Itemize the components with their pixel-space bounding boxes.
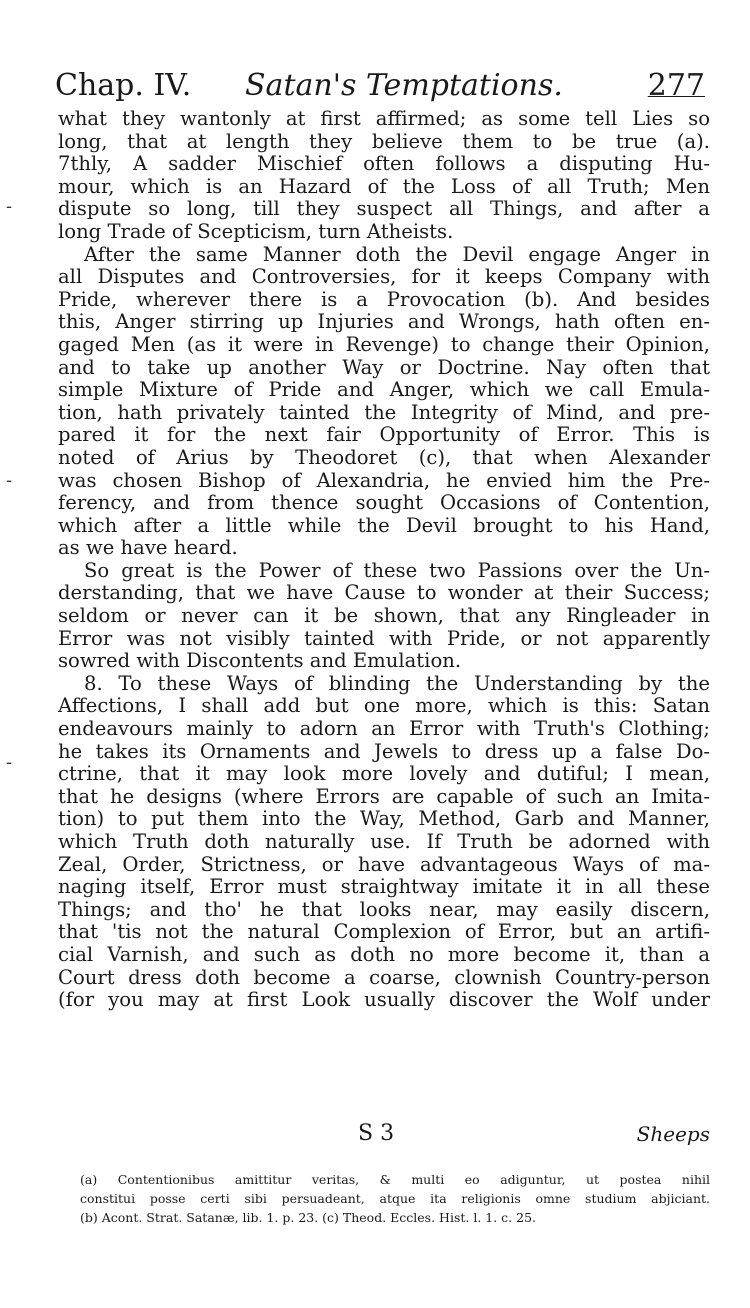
text-line: that 'tis not the natural Complexion of Error, but an artifi- [58,921,710,944]
text-line: which Truth doth naturally use. If Truth be adorned with [58,831,710,853]
catchword: Sheeps [636,1122,710,1146]
text-line: seldom or never can it be shown, that any Ringleader in [58,605,710,628]
text-line: Things; and tho' he that looks near, may easily discern, [58,898,710,921]
text-line: all Disputes and Controversies, for it keeps Company with [58,266,710,289]
text-line: mour, which is an Hazard of the Loss of all Truth; Men [58,175,710,198]
footnotes [80,1170,710,1227]
text-line: which after a little while the Devil brought to his Hand, [58,514,710,537]
text-line: Error was not visibly tainted with Pride, or not apparently [58,627,710,650]
text-line: ctrine, that it may look more lovely and dutiful; I mean, [58,763,710,786]
text-line: Court dress doth become a coarse, clownish Country-person [58,966,710,989]
text-line: he takes its Ornaments and Jewels to dress up a false Do- [58,740,710,763]
text-line: Affections, I shall add but one more, which is this: Satan [58,695,710,718]
running-title: Satan's Temptations. [245,68,563,103]
text-line: cial Varnish, and such as doth no more become it, than a [58,943,710,966]
text-line: sowred with Discontents and Emulation. [58,650,462,673]
text-line: So great is the Power of these two Passions over the Un- [84,559,710,582]
text-line: derstanding, that we have Cause to wonder at their Success; [58,582,710,605]
text-line: 7thly, A sadder Mischief often follows a disputing Hu- [58,153,710,176]
footnote-line: constitui posse certi sibi persuadeant, atque ita religionis omne studium abjiciant. [80,1191,710,1206]
text-line: tion) to put them into the Way, Method, Garb and Manner, [58,808,710,831]
text-line: tion, hath privately tainted the Integrity of Mind, and pre- [58,401,710,424]
text-line: that he designs (where Errors are capable of such an Imita- [58,785,710,808]
chapter-label: Chap. IV. [55,68,192,103]
text-line: 8. To these Ways of blinding the Understanding by the [84,672,710,695]
text-line: naging itself, Error must straightway imitate it in all these [58,876,710,899]
text-line: gaged Men (as it were in Revenge) to change their Opinion, [58,333,710,356]
running-head [55,62,715,110]
margin-dash: - [6,196,13,217]
footnote-line: (a) Contentionibus amittitur veritas, & multi eo adiguntur, ut postea nihil [80,1172,710,1187]
text-line: long, that at length they believe them to be true (a). [58,130,710,153]
text-line: noted of Arius by Theodoret (c), that when Alexander [58,446,710,469]
text-line: long Trade of Scepticism, turn Atheists. [58,220,454,243]
margin-dash: - [6,470,13,491]
text-line: ferency, and from thence sought Occasions of Contention, [58,492,710,515]
text-line: simple Mixture of Pride and Anger, which we call Emula- [58,379,710,402]
text-line: pared it for the next fair Opportunity of Error. This is [58,424,710,447]
signature-row [58,1120,710,1148]
text-line: dispute so long, till they suspect all Things, and after a [58,198,710,221]
text-line: After the same Manner doth the Devil engage Anger in [84,243,710,266]
text-line: endeavours mainly to adorn an Error with Truth's Clothing; [58,718,710,741]
page-number: 277 [647,68,705,103]
signature-mark: S 3 [358,1121,395,1146]
text-line: Zeal, Order, Strictness, or have advantageous Ways of ma- [58,853,710,876]
text-line: what they wantonly at first affirmed; as some tell Lies so [58,108,710,130]
footnote-line: (b) Acont. Strat. Satanæ, lib. 1. p. 23. (c) Theod. Eccles. Hist. l. 1. c. 25. [80,1210,536,1225]
text-line: as we have heard. [58,537,238,560]
text-line: (for you may at first Look usually discover the Wolf under [58,989,710,1012]
text-line: this, Anger stirring up Injuries and Wrongs, hath often en- [58,311,710,334]
text-line: and to take up another Way or Doctrine. Nay often that [58,356,710,379]
text-line: was chosen Bishop of Alexandria, he envied him the Pre- [58,469,710,492]
text-line: Pride, wherever there is a Provocation (b). And besides [58,288,710,311]
body-text [58,108,710,1012]
margin-dash: - [6,752,13,773]
